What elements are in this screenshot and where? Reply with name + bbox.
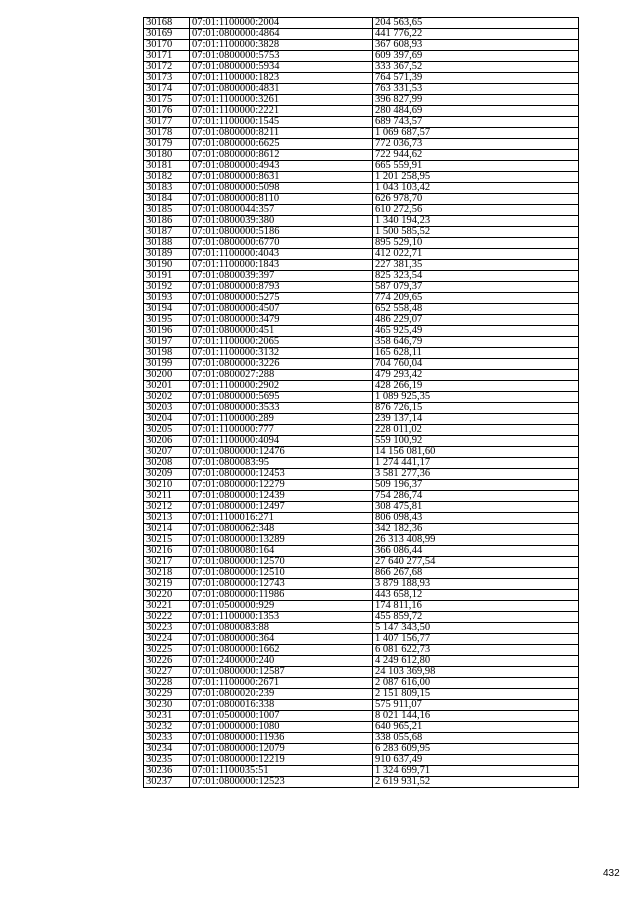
table-row	[144, 29, 579, 40]
value-cell: 509 196,37	[373, 480, 579, 491]
cadastral-number-cell: 07:01:0800000:4831	[190, 84, 373, 95]
cadastral-number-cell: 07:01:0800000:12743	[190, 579, 373, 590]
row-number-cell: 30223	[144, 623, 190, 634]
cadastral-number-cell: 07:01:0800000:1662	[190, 645, 373, 656]
cadastral-number-cell: 07:01:0800083:88	[190, 623, 373, 634]
table-row	[144, 414, 579, 425]
value-cell: 333 367,52	[373, 62, 579, 73]
table-row	[144, 161, 579, 172]
row-number-cell: 30185	[144, 205, 190, 216]
table-row	[144, 689, 579, 700]
value-cell: 640 965,21	[373, 722, 579, 733]
cadastral-number-cell: 07:01:1100000:3828	[190, 40, 373, 51]
cadastral-number-cell: 07:01:0800000:3226	[190, 359, 373, 370]
row-number-cell: 30230	[144, 700, 190, 711]
cadastral-number-cell: 07:01:1100000:2065	[190, 337, 373, 348]
value-cell: 6 081 622,73	[373, 645, 579, 656]
row-number-cell: 30227	[144, 667, 190, 678]
row-number-cell: 30208	[144, 458, 190, 469]
cadastral-number-cell: 07:01:0800000:5098	[190, 183, 373, 194]
data-table	[143, 17, 579, 788]
cadastral-number-cell: 07:01:0800000:5753	[190, 51, 373, 62]
cadastral-number-cell: 07:01:0800000:8110	[190, 194, 373, 205]
table-row	[144, 436, 579, 447]
row-number-cell: 30197	[144, 337, 190, 348]
table-row	[144, 601, 579, 612]
row-number-cell: 30192	[144, 282, 190, 293]
row-number-cell: 30191	[144, 271, 190, 282]
row-number-cell: 30184	[144, 194, 190, 205]
table-row	[144, 194, 579, 205]
row-number-cell: 30180	[144, 150, 190, 161]
cadastral-number-cell: 07:01:1100000:2221	[190, 106, 373, 117]
cadastral-number-cell: 07:01:1100000:2902	[190, 381, 373, 392]
value-cell: 876 726,15	[373, 403, 579, 414]
value-cell: 866 267,68	[373, 568, 579, 579]
table-row	[144, 84, 579, 95]
table-row	[144, 95, 579, 106]
table-row	[144, 62, 579, 73]
cadastral-number-cell: 07:01:0800044:357	[190, 205, 373, 216]
cadastral-number-cell: 07:01:0800016:338	[190, 700, 373, 711]
row-number-cell: 30232	[144, 722, 190, 733]
cadastral-number-cell: 07:01:0800000:12497	[190, 502, 373, 513]
cadastral-number-cell: 07:01:1100000:1843	[190, 260, 373, 271]
value-cell: 764 571,39	[373, 73, 579, 84]
value-cell: 559 100,92	[373, 436, 579, 447]
cadastral-number-cell: 07:01:0800000:5186	[190, 227, 373, 238]
row-number-cell: 30228	[144, 678, 190, 689]
value-cell: 428 266,19	[373, 381, 579, 392]
row-number-cell: 30217	[144, 557, 190, 568]
value-cell: 443 658,12	[373, 590, 579, 601]
table-row	[144, 260, 579, 271]
table-row	[144, 590, 579, 601]
cadastral-number-cell: 07:01:0800039:380	[190, 216, 373, 227]
cadastral-number-cell: 07:01:0800039:397	[190, 271, 373, 282]
table-row	[144, 326, 579, 337]
row-number-cell: 30202	[144, 392, 190, 403]
cadastral-number-cell: 07:01:0500000:929	[190, 601, 373, 612]
row-number-cell: 30190	[144, 260, 190, 271]
table-row	[144, 524, 579, 535]
row-number-cell: 30229	[144, 689, 190, 700]
table-row	[144, 568, 579, 579]
value-cell: 24 103 369,98	[373, 667, 579, 678]
value-cell: 825 323,54	[373, 271, 579, 282]
cadastral-number-cell: 07:01:0500000:1007	[190, 711, 373, 722]
value-cell: 412 022,71	[373, 249, 579, 260]
table-row	[144, 678, 579, 689]
row-number-cell: 30178	[144, 128, 190, 139]
value-cell: 1 201 258,95	[373, 172, 579, 183]
cadastral-number-cell: 07:01:0800000:4864	[190, 29, 373, 40]
table-row	[144, 282, 579, 293]
cadastral-number-cell: 07:01:0800000:12219	[190, 755, 373, 766]
value-cell: 1 500 585,52	[373, 227, 579, 238]
table-row	[144, 700, 579, 711]
row-number-cell: 30196	[144, 326, 190, 337]
table-row	[144, 183, 579, 194]
cadastral-number-cell: 07:01:0800000:12439	[190, 491, 373, 502]
cadastral-number-cell: 07:01:0800027:288	[190, 370, 373, 381]
value-cell: 1 274 441,17	[373, 458, 579, 469]
row-number-cell: 30207	[144, 447, 190, 458]
row-number-cell: 30218	[144, 568, 190, 579]
value-cell: 26 313 408,99	[373, 535, 579, 546]
row-number-cell: 30222	[144, 612, 190, 623]
row-number-cell: 30173	[144, 73, 190, 84]
row-number-cell: 30236	[144, 766, 190, 777]
value-cell: 6 283 609,95	[373, 744, 579, 755]
row-number-cell: 30209	[144, 469, 190, 480]
cadastral-number-cell: 07:01:1100035:51	[190, 766, 373, 777]
table-row	[144, 18, 579, 29]
row-number-cell: 30183	[144, 183, 190, 194]
value-cell: 27 640 277,54	[373, 557, 579, 568]
row-number-cell: 30215	[144, 535, 190, 546]
table-row	[144, 755, 579, 766]
value-cell: 754 286,74	[373, 491, 579, 502]
row-number-cell: 30175	[144, 95, 190, 106]
row-number-cell: 30206	[144, 436, 190, 447]
row-number-cell: 30172	[144, 62, 190, 73]
value-cell: 1 043 103,42	[373, 183, 579, 194]
cadastral-number-cell: 07:01:0800062:348	[190, 524, 373, 535]
cadastral-number-cell: 07:01:0800000:12453	[190, 469, 373, 480]
value-cell: 165 628,11	[373, 348, 579, 359]
row-number-cell: 30231	[144, 711, 190, 722]
cadastral-number-cell: 07:01:0800000:364	[190, 634, 373, 645]
value-cell: 227 381,35	[373, 260, 579, 271]
table-row	[144, 172, 579, 183]
row-number-cell: 30186	[144, 216, 190, 227]
row-number-cell: 30189	[144, 249, 190, 260]
value-cell: 2 087 616,00	[373, 678, 579, 689]
cadastral-number-cell: 07:01:0800000:8631	[190, 172, 373, 183]
row-number-cell: 30204	[144, 414, 190, 425]
cadastral-number-cell: 07:01:2400000:240	[190, 656, 373, 667]
value-cell: 609 397,69	[373, 51, 579, 62]
value-cell: 366 086,44	[373, 546, 579, 557]
value-cell: 455 859,72	[373, 612, 579, 623]
table-row	[144, 722, 579, 733]
cadastral-number-cell: 07:01:1100000:2671	[190, 678, 373, 689]
cadastral-number-cell: 07:01:1100000:289	[190, 414, 373, 425]
row-number-cell: 30224	[144, 634, 190, 645]
cadastral-number-cell: 07:01:0800000:13289	[190, 535, 373, 546]
table-row	[144, 491, 579, 502]
value-cell: 239 137,14	[373, 414, 579, 425]
table-row	[144, 370, 579, 381]
table-row	[144, 40, 579, 51]
cadastral-number-cell: 07:01:1100000:3261	[190, 95, 373, 106]
row-number-cell: 30187	[144, 227, 190, 238]
value-cell: 367 608,93	[373, 40, 579, 51]
value-cell: 338 055,68	[373, 733, 579, 744]
table-row	[144, 656, 579, 667]
table-row	[144, 271, 579, 282]
value-cell: 3 879 188,93	[373, 579, 579, 590]
cadastral-number-cell: 07:01:0800080:164	[190, 546, 373, 557]
cadastral-number-cell: 07:01:0800000:4943	[190, 161, 373, 172]
value-cell: 358 646,79	[373, 337, 579, 348]
table-row	[144, 359, 579, 370]
cadastral-number-cell: 07:01:0800000:5695	[190, 392, 373, 403]
row-number-cell: 30233	[144, 733, 190, 744]
table-row	[144, 502, 579, 513]
table-row	[144, 557, 579, 568]
row-number-cell: 30214	[144, 524, 190, 535]
cadastral-number-cell: 07:01:1100000:1545	[190, 117, 373, 128]
table-row	[144, 766, 579, 777]
row-number-cell: 30212	[144, 502, 190, 513]
table-row	[144, 667, 579, 678]
cadastral-number-cell: 07:01:0800000:8793	[190, 282, 373, 293]
cadastral-number-cell: 07:01:0800000:3479	[190, 315, 373, 326]
cadastral-number-cell: 07:01:0800000:8612	[190, 150, 373, 161]
row-number-cell: 30219	[144, 579, 190, 590]
cadastral-number-cell: 07:01:0800000:3533	[190, 403, 373, 414]
table-row	[144, 216, 579, 227]
value-cell: 895 529,10	[373, 238, 579, 249]
table-row	[144, 381, 579, 392]
row-number-cell: 30168	[144, 18, 190, 29]
table-row	[144, 293, 579, 304]
value-cell: 204 563,65	[373, 18, 579, 29]
cadastral-number-cell: 07:01:0800000:12510	[190, 568, 373, 579]
value-cell: 396 827,99	[373, 95, 579, 106]
row-number-cell: 30181	[144, 161, 190, 172]
value-cell: 174 811,16	[373, 601, 579, 612]
row-number-cell: 30182	[144, 172, 190, 183]
value-cell: 14 156 081,60	[373, 447, 579, 458]
table-row	[144, 150, 579, 161]
cadastral-number-cell: 07:01:0800000:451	[190, 326, 373, 337]
value-cell: 722 944,62	[373, 150, 579, 161]
row-number-cell: 30195	[144, 315, 190, 326]
table-row	[144, 645, 579, 656]
table-row	[144, 777, 579, 788]
cadastral-number-cell: 07:01:1100016:271	[190, 513, 373, 524]
cadastral-number-cell: 07:01:0800000:12476	[190, 447, 373, 458]
table-row	[144, 513, 579, 524]
cadastral-number-cell: 07:01:0800000:12279	[190, 480, 373, 491]
cadastral-number-cell: 07:01:0800000:12570	[190, 557, 373, 568]
value-cell: 465 925,49	[373, 326, 579, 337]
value-cell: 280 484,69	[373, 106, 579, 117]
cadastral-number-cell: 07:01:0800000:6770	[190, 238, 373, 249]
table-row	[144, 579, 579, 590]
cadastral-number-cell: 07:01:0000000:1080	[190, 722, 373, 733]
row-number-cell: 30179	[144, 139, 190, 150]
table-row	[144, 73, 579, 84]
cadastral-number-cell: 07:01:0800000:12523	[190, 777, 373, 788]
value-cell: 2 619 931,52	[373, 777, 579, 788]
row-number-cell: 30169	[144, 29, 190, 40]
row-number-cell: 30174	[144, 84, 190, 95]
value-cell: 486 229,07	[373, 315, 579, 326]
row-number-cell: 30199	[144, 359, 190, 370]
value-cell: 8 021 144,16	[373, 711, 579, 722]
row-number-cell: 30171	[144, 51, 190, 62]
row-number-cell: 30213	[144, 513, 190, 524]
table-row	[144, 447, 579, 458]
value-cell: 689 743,57	[373, 117, 579, 128]
value-cell: 575 911,07	[373, 700, 579, 711]
value-cell: 3 581 277,36	[373, 469, 579, 480]
table-row	[144, 623, 579, 634]
table-row	[144, 128, 579, 139]
value-cell: 1 089 925,35	[373, 392, 579, 403]
table-row	[144, 733, 579, 744]
cadastral-number-cell: 07:01:1100000:1823	[190, 73, 373, 84]
row-number-cell: 30194	[144, 304, 190, 315]
cadastral-number-cell: 07:01:1100000:2004	[190, 18, 373, 29]
table-row	[144, 205, 579, 216]
cadastral-number-cell: 07:01:1100000:4043	[190, 249, 373, 260]
row-number-cell: 30235	[144, 755, 190, 766]
row-number-cell: 30200	[144, 370, 190, 381]
row-number-cell: 30211	[144, 491, 190, 502]
value-cell: 1 340 194,23	[373, 216, 579, 227]
row-number-cell: 30237	[144, 777, 190, 788]
cadastral-number-cell: 07:01:0800000:4507	[190, 304, 373, 315]
table-row	[144, 469, 579, 480]
value-cell: 1 407 156,77	[373, 634, 579, 645]
table-row	[144, 711, 579, 722]
row-number-cell: 30234	[144, 744, 190, 755]
value-cell: 806 098,43	[373, 513, 579, 524]
value-cell: 441 776,22	[373, 29, 579, 40]
value-cell: 704 760,04	[373, 359, 579, 370]
cadastral-number-cell: 07:01:0800083:95	[190, 458, 373, 469]
row-number-cell: 30221	[144, 601, 190, 612]
value-cell: 587 079,37	[373, 282, 579, 293]
cadastral-number-cell: 07:01:1100000:777	[190, 425, 373, 436]
table-row	[144, 546, 579, 557]
table-row	[144, 612, 579, 623]
row-number-cell: 30210	[144, 480, 190, 491]
table-row	[144, 249, 579, 260]
value-cell: 772 036,73	[373, 139, 579, 150]
cadastral-number-cell: 07:01:0800000:12079	[190, 744, 373, 755]
value-cell: 652 558,48	[373, 304, 579, 315]
table-row	[144, 744, 579, 755]
value-cell: 665 559,91	[373, 161, 579, 172]
row-number-cell: 30193	[144, 293, 190, 304]
table-row	[144, 403, 579, 414]
cadastral-number-cell: 07:01:0800000:8211	[190, 128, 373, 139]
row-number-cell: 30220	[144, 590, 190, 601]
table-row	[144, 634, 579, 645]
table-body	[144, 18, 579, 788]
row-number-cell: 30170	[144, 40, 190, 51]
table-row	[144, 348, 579, 359]
value-cell: 626 978,70	[373, 194, 579, 205]
table-row	[144, 425, 579, 436]
table-row	[144, 117, 579, 128]
row-number-cell: 30216	[144, 546, 190, 557]
table-row	[144, 51, 579, 62]
row-number-cell: 30203	[144, 403, 190, 414]
value-cell: 5 147 343,50	[373, 623, 579, 634]
cadastral-number-cell: 07:01:0800000:5934	[190, 62, 373, 73]
row-number-cell: 30226	[144, 656, 190, 667]
table-row	[144, 392, 579, 403]
cadastral-number-cell: 07:01:1100000:1353	[190, 612, 373, 623]
table-row	[144, 139, 579, 150]
value-cell: 4 249 612,80	[373, 656, 579, 667]
table-row	[144, 304, 579, 315]
table-row	[144, 337, 579, 348]
cadastral-number-cell: 07:01:1100000:3132	[190, 348, 373, 359]
table-row	[144, 458, 579, 469]
page-number: 432	[603, 868, 620, 879]
value-cell: 479 293,42	[373, 370, 579, 381]
cadastral-number-cell: 07:01:0800000:11986	[190, 590, 373, 601]
value-cell: 2 151 809,15	[373, 689, 579, 700]
row-number-cell: 30177	[144, 117, 190, 128]
cadastral-number-cell: 07:01:0800000:11936	[190, 733, 373, 744]
row-number-cell: 30201	[144, 381, 190, 392]
row-number-cell: 30188	[144, 238, 190, 249]
cadastral-number-cell: 07:01:0800000:12587	[190, 667, 373, 678]
table-row	[144, 227, 579, 238]
row-number-cell: 30176	[144, 106, 190, 117]
value-cell: 763 331,53	[373, 84, 579, 95]
value-cell: 610 272,56	[373, 205, 579, 216]
value-cell: 1 069 687,57	[373, 128, 579, 139]
table-row	[144, 480, 579, 491]
value-cell: 228 011,02	[373, 425, 579, 436]
table-row	[144, 238, 579, 249]
value-cell: 774 209,65	[373, 293, 579, 304]
row-number-cell: 30205	[144, 425, 190, 436]
cadastral-number-cell: 07:01:1100000:4094	[190, 436, 373, 447]
row-number-cell: 30198	[144, 348, 190, 359]
cadastral-number-cell: 07:01:0800000:5275	[190, 293, 373, 304]
table-row	[144, 315, 579, 326]
value-cell: 1 324 699,71	[373, 766, 579, 777]
table-row	[144, 535, 579, 546]
value-cell: 308 475,81	[373, 502, 579, 513]
cadastral-number-cell: 07:01:0800000:6625	[190, 139, 373, 150]
cadastral-number-cell: 07:01:0800020:239	[190, 689, 373, 700]
value-cell: 342 182,36	[373, 524, 579, 535]
table-row	[144, 106, 579, 117]
row-number-cell: 30225	[144, 645, 190, 656]
value-cell: 910 637,49	[373, 755, 579, 766]
